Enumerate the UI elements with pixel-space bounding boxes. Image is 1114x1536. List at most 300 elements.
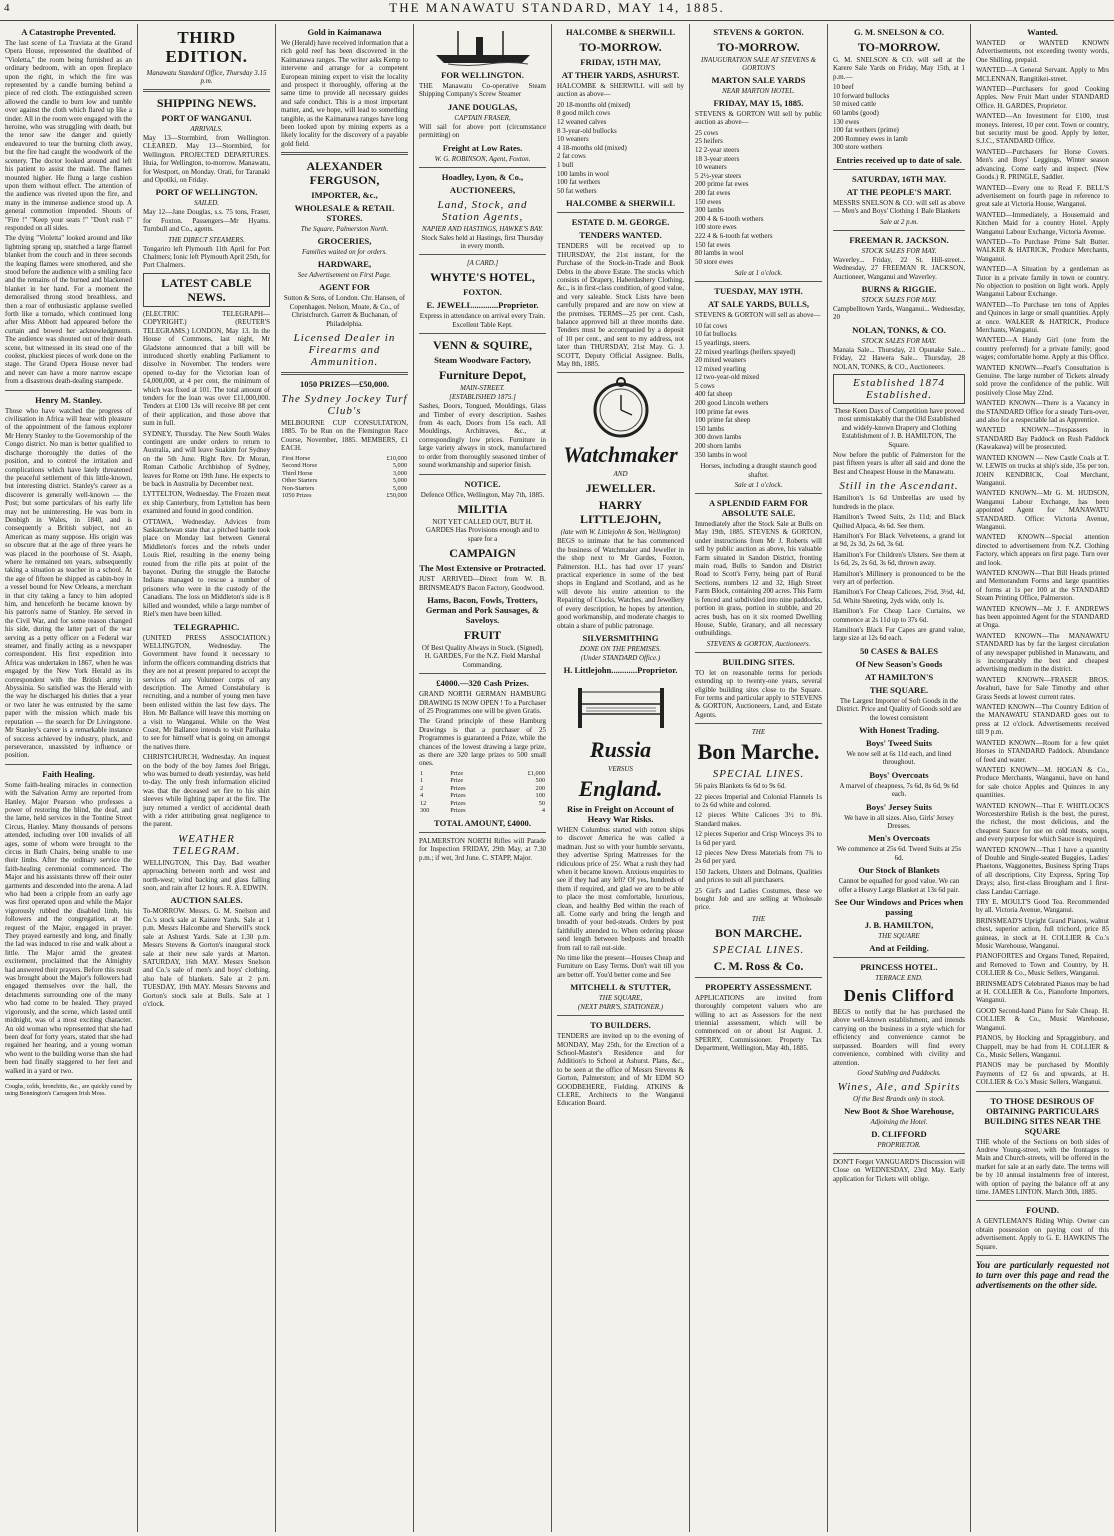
table-cell: Other Starters — [282, 477, 318, 485]
footnote: Coughs, colds, bronchitis, &c., are quickly cured by using Bonnington's Carrageen Irish Moss. — [5, 1083, 132, 1098]
wanted-item: WANTED KNOWN—There is a Vacancy in the STANDARD Office for a steady Turn-over, and also for a respectable lad as Apprentice. — [976, 399, 1109, 425]
wanted-item: WANTED—A Handy Girl (one from the country preferred) for a private family; good wages; comfortable home. Apply at this Office. — [976, 336, 1109, 362]
section-heading: SHIPPING NEWS. — [156, 96, 257, 110]
advert-paragraph: The Largest Importer of Soft Goods in the District. Price and Quality of Goods sold are the lowest consistent — [836, 696, 962, 722]
steamship-illustration — [428, 27, 538, 67]
advert-paragraph: Sashes, Doors, Tongued, Mouldings, Glass and Timber of every description. Sashes from 4s each, Doors from 15s each. All Mouldings, Architraves, &c., at correspondingly low prices. Furniture in large variety always in stock, manufactured to order from thoroughly seasoned timber of sound workmanship and superior finish. — [419, 402, 546, 470]
advert-paragraph: APPLICATIONS are invited from thoroughly competent valuers who are willing to act as Assessors for the next triennial assessment, which will be commenced on or about 1st August. J. SPERRY, Commissioner. Property Tax Department, Wellington, May 4th, 1885. — [695, 993, 822, 1053]
article-paragraph: Those who have watched the progress of civilisation in Africa will hear with pleasure of the appointment of the famous explorer Mr Henry Stanley to the Governorship of the Congo district. No man is better qualified to discharge thoroughly the duties of the position, and to control the irritation and complications which have lately threatened the peaceful settlement of this little-known, but interesting district. Stanley's career as a discoverer is generally well-known — the Post; but some particulars of his early life may not be uninteresting. He was born in Denbigh in Wales, in 1840, and is consequently a British subject, not an American as many suppose. His origin was so obscure that at the age of three years he was placed in the poorhouse of St. Asaph, where he remained ten years, subsequently taking a situation as teacher in a school. At the age of fifteen he shipped as cabin-boy in a vessel bound for New Orleans, a merchant in that city taking a fancy to him adopted him, and henceforth he became known by his patron's name of Stanley. He served in the Civil War, and for some reason changed his side, during the latter part of the war serving as a petty officer on a Federal war steamer, and finally acting as a newspaper correspondent. His first expedition into Africa was undertaken in 1867, when he was engaged by the New York Herald as its correspondent with the British army in Abyssinia. So satisfied was the Herald with the way he discharged his duties that a year or two later he was entrusted by the same paper with the mission which made his reputation — the search for Dr Livingstone. Mr Stanley's career is a remarkable instance of success achieved by industry, pluck, and perseverance, unassisted by influence or position. — [5, 406, 132, 760]
table-row — [419, 785, 546, 793]
column-3 — [276, 24, 414, 1532]
table-cell: 4 — [541, 807, 545, 815]
advert-subheading: Of New Season's Goods — [855, 658, 943, 669]
stock-list-item: 200 good Lincoln wethers — [695, 399, 769, 408]
stock-list-item: 5 cows — [695, 381, 715, 390]
stock-list-item: 20 18-months old (mixed) — [557, 100, 631, 109]
stock-list-item: 1 bull — [557, 160, 574, 169]
advert-subheading: SPECIAL LINES. — [712, 943, 805, 956]
table-cell: 50 — [538, 799, 545, 807]
stock-list-item: 300 store wethers — [833, 143, 883, 152]
advert-signature: D. CLIFFORD — [871, 1128, 927, 1139]
advert-paragraph: Of Best Quality Always in Stock. (Signed), H. GARDES, For the N.Z. Field Marshal Commanding. — [421, 643, 544, 669]
advert-address: THE SQUARE — [878, 932, 920, 941]
section-heading: TELEGRAPHIC. — [173, 621, 240, 632]
advert-subheading: TENDERS WANTED. — [579, 230, 662, 241]
advert-subheading: With Honest Trading. — [859, 725, 939, 735]
advert-subheading: The Most Extensive or Protracted. — [419, 563, 546, 574]
section-heading: LATEST CABLE NEWS. — [143, 273, 270, 307]
stock-list-item: 12 weaned calves — [557, 118, 607, 126]
wanted-item: BRINSMEAD'S Celebrated Pianos may be had at H. COLLIER & Co., Pianoforte Importers, Wanganui. — [976, 979, 1109, 1005]
stock-list-item: 80 lambs in wool — [695, 249, 744, 258]
table-cell: 5,000 — [392, 462, 407, 470]
advert-paragraph: Immediately after the Stock Sale at Bulls on May 19th, 1885. STEVENS & GORTON, under instructions from Mr J. Roberts will sell by public auction as above, his valuable Farm situated in Sandon District, fronting main road, Bulls to Sandon and District Road to Scott's Ferry, being part of Rural Sections, numbers 12 and 32, High Street Farm Block, containing 200 acres. This Farm is fenced and subdivided into nine paddocks, portion in grass, portion in stubble, and 20 acres bush, has on it six roomed Dwelling House, Stable, Granary, and all necessary outbuildings. — [695, 520, 823, 638]
divider — [976, 1200, 1109, 1201]
stock-list-item: 300 lambs — [695, 206, 724, 215]
article-paragraph: CHRISTCHURCH, Wednesday. An inquest on the body of the boy James Joel Briggs, who was burned to death yesterday, was held to-day. The only fresh information elicited was that the deceased set fire to his shirt sleeves while lighting paper at the fire. The jury returned a verdict of accidental death with a rider attributing great negligence to the parent. — [143, 753, 270, 829]
advert-signature: HALCOMBE & SHERWILL — [565, 198, 676, 209]
stock-list-item: 15 yearlings, steers. — [695, 338, 751, 347]
advert-paragraph: TENDERS are invited up to the evening of MONDAY, May 25th, for the Erection of a School-Master's Residence and for Addition's to School at Ashurst. Plans, &c., to be seen at the office of Messrs Stevens & Gorton, Palmerston; and of Mr EDM SO GOODBEHERE, Fielding. ATKINS & CLERE, Architects to the Wanganui Education Board. — [557, 1032, 684, 1108]
masthead-title: THE MANAWATU STANDARD, MAY 14, 1885. — [389, 0, 725, 15]
wanted-item: BRINSMEAD'S Upright Grand Pianos, walnut chest, superior action, full trichord, price 85 guineas, in stock at H. COLLIER & Co.'s Music Warehouse, Wanganui. — [976, 916, 1109, 951]
stock-list-item: 100 store ewes — [695, 223, 737, 232]
advert-line: THE — [751, 914, 766, 923]
advert-heading: STEVENS & GORTON. — [713, 27, 804, 37]
divider — [419, 167, 546, 168]
advert-signature: W. G. ROBINSON, Agent, Foxton. — [434, 154, 531, 163]
advert-subheading: STOCK SALES FOR MAY. — [861, 336, 937, 345]
table-row — [419, 777, 546, 785]
sub-heading: THE DIRECT STEAMERS. — [168, 235, 245, 244]
stock-list-item: 200 Romney ewes in lamb — [833, 134, 908, 143]
advert-paragraph: Campbelltown Yards, Wanganui... Wednesday, 20 — [833, 305, 965, 322]
wanted-item: WANTED KNOWN—FRASER BROS. Awahuri, have for Sale Timothy and other Grass Seeds at lowest current rates. — [976, 675, 1109, 701]
advert-subheading: SPECIAL LINES. — [712, 768, 805, 781]
advert-paragraph: THE whole of the Sections on both sides of Andrew Young-street, with the frontages to Main and Church-streets, will be offered in the market for sale at an early date. The terms will be by 10 annual instalments free of interest, with option of paying the balance off at any time. JAMES LINTON. March 30th, 1885. — [976, 1137, 1109, 1196]
advert-heading: FOUND. — [1026, 1205, 1059, 1216]
divider — [419, 832, 546, 833]
advert-subheading: AT HAMILTON'S — [864, 671, 934, 682]
stock-list-item: 200 fat ewes — [695, 188, 731, 197]
advert-line: [ESTABLISHED 1875.] — [449, 393, 516, 402]
advert-subheading: Still in the Ascendant. — [839, 480, 959, 493]
advert-total: TOTAL AMOUNT, £4000. — [434, 817, 531, 828]
advert-heading: MITCHELL & STUTTER, — [570, 982, 671, 993]
table-cell: £50,000 — [386, 492, 407, 500]
table-cell: Second Horse — [282, 462, 318, 470]
wanted-item: GOOD Second-hand Piano for Sale Cheap. H. COLLIER & Co., Music Warehouse, Wanganui. — [976, 1006, 1109, 1032]
wanted-item: TRY E. MOULT'S Good Tea. Recommended by all. Victoria Avenue, Wanganui. — [976, 898, 1109, 915]
advert-date: FRIDAY, MAY 15, 1885. — [713, 98, 804, 108]
goods-list-item: 12 pieces New Dress Materials from 7¾ to 2s 6d per yard. — [695, 849, 822, 866]
stock-list-item: 100 fat wethers — [557, 178, 601, 187]
divider — [419, 254, 546, 255]
hamilton-item: Hamilton's Tweed Suits, 2s 11d; and Black Quilted Alpaca, 4s 6d. See them. — [833, 513, 965, 530]
article-paragraph: The last scene of La Traviata at the Grand Opera House, represented the deathbed of "Violetta," the room being furnished as an ordinary bedroom, with an open fireplace upon the right, in which the fire was represented by a candle burning behind a piece of red cloth. The extinguished screen allowed the candle to burn low and tumble over against the cloth which flared up like a tinder. All in the room were engaged with the heroine, who was struggling with death, but the tenor saw the danger and quietly endeavored to tear the burning cloth away, but the fire had caught the woodwork of the scenery. The doctor looked around and left his patient to assist the maid. The flames mounted higher. He flung a large cushion upon them without effect. The attention of the audience was riveted upon the fire, and many in the immense audience stood up. A general commotion impended. Shouts of "Fire !" "Keep your seats !" "Don't rush !" responded on all sides. — [5, 39, 132, 232]
table-cell: 5,000 — [392, 484, 407, 492]
advert-heading: NOTICE. — [464, 478, 501, 489]
stock-list-item: 150 fat ewes — [695, 240, 731, 249]
wanted-item: WANTED KNOWN—Room for a few quiet Horses in STANDARD Paddock. Abundance of feed and water. — [976, 738, 1109, 764]
divider — [143, 89, 270, 92]
advert-heading: CAMPAIGN — [449, 546, 516, 561]
advert-line: Licensed Dealer in Firearms and Ammunition. — [293, 331, 396, 368]
advert-address: THE SQUARE, — [598, 994, 643, 1003]
sub-heading: ARRIVALS. — [190, 125, 223, 133]
advert-address: NAPIER AND HASTINGS, HAWKE'S BAY. — [421, 224, 544, 233]
advert-heading: ALEXANDER FERGUSON, — [306, 159, 383, 188]
advert-heading: BUILDING SITES. — [722, 656, 795, 667]
stock-list-item: 350 lambs in wool — [695, 450, 747, 459]
stock-list-item: 10 fat bullocks — [695, 330, 737, 339]
advert-heading: FRUIT — [463, 627, 502, 642]
column-5 — [552, 24, 690, 1532]
advert-paragraph: WHEN Columbus started with rotten ships to discover America he was called a madman. Just so with your humble servants, they advertise Spring Mattresses for the ridiculous price of 25/. What a rush they had when it became known. Anxious enquiries to see if they had any left? Of yes, hundreds of them if required, and glad we are to be able to place the most comfortable, luxurious, clean, and healthy Bed within the reach of all. Come early and bring the length and breadth of your bed-steads. Orders by post faithfully attended to. When ordering please send length between bedposts and breadth from rail to rail out-side. — [557, 825, 684, 952]
wanted-item: WANTED—A Situation by a gentleman as Tutor in a private family in town or country. No objection to position on light work. Apply Wanganui Labour Exchange. — [976, 265, 1109, 299]
advert-heading: PRINCESS HOTEL. — [860, 962, 938, 973]
advert-paragraph: JUST ARRIVED—Direct from W. B. BRINSMEAD'S Bacon Factory, Goodwood. — [419, 575, 546, 592]
advert-line: Sutton & Sons, of London. Chr. Hansen, of Copenhagen. Nelson, Moate, & Co., of Christchurch. Garrett & Buchanan, of Philadelphia. — [283, 294, 406, 328]
wanted-item: WANTED KNOWN—That Bill Heads printed and Memorandum Forms and large quantities of forms at 1s per 100 at the STANDARD Steam Printing Office, Palmerston. — [976, 568, 1109, 603]
advert-heading: TO THOSE DESIROUS OF OBTAINING PARTICULARS BUILDING SITES NEAR THE SQUARE — [984, 1095, 1101, 1136]
port-heading: PORT OF WANGANUI. — [161, 113, 252, 123]
advert-paragraph: BEGS to notify that he has purchased the above well-known establishment, and intends carrying on the business in a style which for efficiency and convenience cannot be surpassed. Boarders will find every convenience, combined with civility and attention. — [833, 1008, 965, 1067]
article-heading: Gold in Kaimanawa — [307, 27, 382, 37]
advert-heading: Hoadley, Lyon, & Co., — [441, 171, 524, 182]
advert-location: AT THEIR YARDS, ASHURST. — [561, 70, 680, 80]
advert-paragraph: STEVENS & GORTON Will sell by public auction as above— — [695, 110, 822, 127]
column-2 — [138, 24, 276, 1532]
advert-subheading: IMPORTER, &c., — [311, 190, 378, 201]
advert-line: See Advertisement on First Page. — [297, 271, 392, 280]
advert-line: A marvel of cheapness, 7s 6d, 8s 6d, 9s 6d each. — [839, 781, 959, 799]
stock-list-item: 5 2½-year steers — [695, 171, 742, 180]
table-cell: 100 — [535, 792, 545, 800]
stock-list-item: 60 lambs (good) — [833, 109, 879, 117]
prize-table — [281, 455, 408, 500]
stock-list-item: 300 down lambs — [695, 433, 742, 442]
stock-list-item: 10 weaners — [557, 135, 589, 144]
advert-heading: ESTATE D. M. GEORGE. — [571, 217, 670, 228]
article-paragraph: LYTTELTON, Wednesday. The Frozen meat ex ship Canterbury, from Lyttelton has been examined and found in good condition. — [143, 490, 270, 516]
advert-heading: TO-MORROW. — [717, 40, 800, 54]
article-paragraph: The dying "Violetta" looked around and like lightning sprang up, snatched a large flannel blanket from the couch and in three seconds the leaping flames were smothered, and she stood before the audience with a smiling face and the remains of the burned and blackened blanket in her hand. For a moment the demoralised throng stood breathless, and then a roar of enthusiastic applause swelled forth like a tornado, which continued long after Miss Abbott had appeared before the curtain and bowed her acknowledgments. The audience was shouted out of their death scene, but witnessed in its stead one of the coolest, pluckiest pieces of work done on the stage. The Grand Opera House never had and never can have a more narrow escape from a disastrous death-dealing stampede. — [5, 234, 132, 386]
advert-paragraph: Will sail for above port (circumstance permitting) on — [419, 122, 546, 140]
advert-paragraph: STEVENS & GORTON will sell as above— — [695, 311, 821, 320]
edition-heading: THIRD EDITION. — [165, 28, 248, 66]
stock-list-item: 50 mixed cattle — [833, 100, 877, 109]
advert-date: FRIDAY, 15TH MAY, — [580, 57, 661, 67]
wanted-item: WANTED—Every one to Read F. BELL'S advertisement on fourth page in reference to great sale at Victoria House, Wanganui. — [976, 183, 1109, 209]
advert-line: THE — [751, 728, 766, 737]
table-cell: First Horse — [282, 454, 311, 462]
advert-subheading: Boys' Jersey Suits — [866, 801, 932, 812]
table-cell: 5,000 — [392, 477, 407, 485]
advert-paragraph: Express in attendance on arrival every Train. Excellent Table Kept. — [419, 312, 546, 329]
article-paragraph: Some faith-healing miracles in connection with the Salvation Army are reported from Hanley. Major Pearson who professes a power of restoring the blind, the deaf, and the lame, held services in the Tontine Street Circus, Hanley. Many thousands of persons attended, including over 100 invalids of all ages, some of whom were brought to the circus in Bath Chairs, being unable to use their limbs. After the ordinary service the faith-healing ceremonial commenced. The Major and his assistants threw off their outer garments and descended into the arena. A lad who had been a cripple from an early age was first operated upon and while the Major vigorously rubbed the disabled limb, his followers and the congregation, at the request of the Major, engaged in prayer. They prayed earnestly and long, and finally the lad was induced to rise and walk about a little. The Major amid the greatest excitement, proclaimed that the Almighty had answered their prayers. Before this result was brought about the Major's followers had engaged themselves over the hall, the detachments surrounding one of the many who had come to be healed. They prayed vigorously, and the scene, which lasted until midnight, was of a most exciting character. An old woman who represented that she had been deaf for forty years, stated that she had regained her hearing, and a young woman who went to the building worse than she had been had finally staggered to her feet and walked in a yard or two. — [5, 780, 132, 1075]
sub-heading: SAILED. — [193, 199, 220, 208]
advert-paragraph: A GENTLEMAN'S Riding Whip. Owner can obtain possession on paying cost of this advertisement. Apply to G. E. HAWKINS The Square. — [976, 1217, 1109, 1251]
stock-list-item: 50 fat wethers — [557, 186, 597, 195]
advert-paragraph: MELBOURNE CUP CONSULTATION, 1885. To be Run on the Flemington Race Course, November, 1885. MEMBERS, £1 EACH. — [281, 418, 408, 453]
advert-subheading: Land, Stock, and Station Agents, — [437, 198, 528, 223]
advert-paragraph: PALMERSTON NORTH Rifles will Parade for Inspection FRIDAY, 29th May, at 7.30 p.m.; if wet, 3rd June. C. STAPP, Major. — [419, 836, 546, 862]
table-row — [419, 770, 546, 778]
table-cell: 3,000 — [392, 469, 407, 477]
section-heading: WEATHER TELEGRAM. — [172, 832, 241, 857]
advert-paragraph: No time like the present—Houses Cheap and Furniture on Easy Terms. Don't wait till you are better off. You'd better come and See — [557, 954, 684, 979]
wanted-item: WANTED—An Investment for £100, trust moneys. Interest, 10 per cent. Town or country, but security must be good. Apply by letter, S.J.C., STANDARD Office. — [976, 112, 1109, 146]
wanted-item: WANTED KNOWN—Special attention directed to advertisement from N.Z. Clothing Factory, which appears on first page. Turn over and look. — [976, 533, 1109, 567]
advert-subheading: Boys' Overcoats — [869, 769, 929, 780]
divider — [557, 372, 684, 373]
stock-list-item: 8 3-year-old bullocks — [557, 126, 617, 135]
divider — [281, 372, 408, 375]
stock-list-item: 22 mixed yearlings (heifers spayed) — [695, 347, 796, 356]
wanted-item: PIANOFORTES and Organs Tuned, Repaired, and Removed to Town and Country, by H. COLLIER & Co., Music Sellers, Wanganui. — [976, 952, 1109, 978]
stock-list-item: 25 heifers — [695, 137, 723, 146]
stock-list-item: 130 ewes — [833, 117, 860, 126]
advert-line: Sale at 1 o'clock. — [734, 269, 783, 278]
advert-subheading: STOCK SALES FOR MAY. — [861, 246, 937, 255]
advert-subheading: Hams, Bacon, Fowls, Trotters, German and Pork Sausages, & Saveloys. — [425, 594, 540, 625]
wanted-item: WANTED or WANTED KNOWN Advertisements, not exceeding twenty words, One Shilling, prepaid. — [976, 39, 1109, 64]
advert-heading: BON MARCHE. — [715, 925, 802, 940]
advert-line: Adjoining the Hotel. — [870, 1117, 928, 1126]
advert-line: We have in all sizes. Also, Girls' Jersey Dresses. — [844, 813, 954, 831]
stock-list-item: 100 lambs in wool — [557, 169, 609, 178]
stock-list — [833, 83, 965, 152]
advert-line: Entries received up to date of sale. — [836, 154, 962, 165]
section-heading: AUCTION SALES. — [170, 895, 243, 906]
wanted-list — [976, 39, 1109, 1087]
wanted-item: WANTED—To Purchase ten tons of Apples and Quinces in large or small quantities. Apply at once. WALKER & HATRICK, Produce Merchants, Wanganui. — [976, 300, 1109, 334]
table-row — [281, 492, 408, 500]
advert-subheading: Steam Woodware Factory, — [434, 355, 531, 366]
table-cell: 1 — [420, 769, 424, 777]
stock-list-item: 4 18-months old (mixed) — [557, 143, 627, 152]
advert-heading: 1050 PRIZES—£50,000. — [299, 378, 390, 389]
column-4 — [414, 24, 552, 1532]
wanted-item: WANTED—Immediately, a Housemaid and Kitchen Maid for a country Hotel. Apply Wanganui Labour Exchange, Victoria Avenue. — [976, 210, 1109, 236]
column-1 — [0, 24, 138, 1532]
wanted-item: WANTED—To Purchase Prime Salt Butter. WALKER & HATRICK, Produce Merchants, Wanganui. — [976, 237, 1109, 263]
stock-list — [557, 101, 684, 196]
advert-heading: Bon Marche. — [697, 739, 820, 765]
stock-list-item: 200 prime fat ewes — [695, 180, 749, 189]
advert-subheading: THE SQUARE. — [869, 684, 929, 695]
advert-paragraph: TO let on reasonable terms for periods extending up to twenty-one years, several eligible building sites close to the Square. For terms and particular apply to STEVENS & GORTON, Auctioneers, Land, and Estate Agents. — [695, 668, 822, 719]
divider — [5, 390, 132, 391]
advert-subheading: Wines, Ale, and Spirits — [837, 1080, 961, 1093]
table-cell: Third Horse — [282, 469, 313, 477]
table-cell: £1,000 — [527, 769, 545, 777]
advert-line: Sale at 2 p.m. — [879, 217, 919, 226]
column-7 — [828, 24, 971, 1532]
wanted-item: WANTED KNOWN—Mr G. M. HUDSON, Wanganui Labour Exchange, has been appointed Agent for MANAWATU STANDARD. Office: Victoria Avenue, Wanganui. — [976, 489, 1109, 531]
closing-notice: You are particularly requested not to turn over this page and read the advertisements on the other side. — [976, 1260, 1109, 1290]
advert-subheading: See Our Windows and Prices when passing — [834, 897, 964, 918]
table-cell: 4 — [420, 792, 424, 800]
advert-paragraph: Manaia Sale... Thursday, 21 Opunake Sale... Friday, 22 Hawera Sale... Thursday, 28 NOLAN, TONKS, & CO., Auctioneers. — [833, 345, 965, 371]
advert-paragraph: Now before the public of Palmerston for the past fifteen years is after all said and done the Best and Cheapest House in the Manawatu. — [833, 451, 965, 476]
advert-subheading: And at Feilding. — [869, 943, 929, 954]
hamilton-item: Hamilton's For Cheap Calicoes, 2½d, 3½d, 4d, 5d. White Sheeting, 2yds wide, only 1s. — [833, 588, 965, 605]
table-row — [419, 807, 546, 815]
divider — [5, 764, 132, 765]
advert-subheading: MARTON SALE YARDS — [711, 75, 806, 85]
advert-line: (NEXT PARR'S, STATIONER.) — [577, 1003, 664, 1012]
table-cell: 1050 Prizes — [282, 492, 312, 500]
advert-subheading: AUCTIONEERS, — [449, 184, 516, 195]
wanted-item: WANTED KNOWN—Trespassers in STANDARD Bay Paddock on Rush Paddock (Kawakawa) will be prosecuted. — [976, 426, 1109, 452]
divider — [557, 212, 684, 213]
article-paragraph: OTTAWA, Wednesday. Advices from Saskatchewan state that a pitched battle took place on Monday last between General Middleton's forces and the rebels under Louis Riel, resulting in the enemy being routed from the rifle pits at point of the bayonet. During the struggle the Batoche Indians managed to rescue a number of prisoners who were in the custody of the Canadians. The loss on Middleton's side is 8 killed and wounded, while a large number of Riel's men have been killed. — [143, 517, 270, 619]
advert-heading: JEWELLER. — [585, 481, 656, 496]
advert-heading: G. M. SNELSON & CO. — [853, 27, 944, 37]
advert-heading: TO-MORROW. — [579, 40, 662, 54]
divider — [557, 1015, 684, 1016]
divider — [419, 673, 546, 674]
wanted-item: WANTED KNOWN—Mr J. F. ANDREWS has been appointed Agent for the STANDARD at Onga. — [976, 604, 1109, 630]
advert-subheading: SILVERSMITHING — [582, 632, 659, 643]
table-cell: 1 — [420, 777, 424, 785]
article-heading: Henry M. Stanley. — [35, 394, 102, 405]
advert-paragraph: GRAND NORTH GERMAN HAMBURG DRAWING IS NOW OPEN ! To a Purchaser of 25 Programmes one will be given Gratis. — [419, 690, 546, 715]
advert-paragraph: Stock Sales held at Hastings, first Thursday in every month. — [421, 233, 544, 251]
advert-subheading: AGENT FOR — [319, 282, 370, 293]
advert-subheading: New Boot & Shoe Warehouse, — [844, 1105, 954, 1116]
stock-list-item: 12 mixed yearling — [695, 364, 746, 373]
divider — [976, 1255, 1109, 1256]
advert-subheading: The Sydney Jockey Turf Club's — [281, 392, 408, 417]
advert-heading: Watchmaker — [563, 442, 678, 468]
advert-signature: H. Littlejohn............Proprietor. — [563, 664, 678, 675]
wanted-item: WANTED KNOWN—The MANAWATU STANDARD has by far the largest circulation of any newspaper published in Manawatu, and is incomparably the best and cheapest advertising medium in the district. — [976, 631, 1109, 674]
table-cell: Non-Starters — [282, 484, 315, 492]
divider — [5, 1079, 132, 1080]
advert-heading: VENN & SQUIRE, — [432, 338, 532, 353]
article-paragraph: Tongariro left Plymouth 11th April for Port Chalmers; Ionic left Plymouth April 25th, for Port Chalmers. — [143, 244, 270, 270]
advert-heading: HARRY LITTLEJOHN, — [579, 498, 662, 527]
stock-list-item: 100 fat wethers (prime) — [833, 126, 899, 135]
stock-list — [695, 129, 822, 267]
goods-list — [695, 782, 822, 912]
advert-location: AT SALE YARDS, BULLS, — [707, 299, 809, 310]
wanted-item: WANTED KNOWN—The Country Edition of the MANAWATU STANDARD goes out to press at 12 o'clock. Advertisements received till 9 p.m. — [976, 703, 1109, 737]
advert-heading: TO BUILDERS. — [590, 1020, 651, 1031]
article-paragraph: May 12—Jane Douglas, s.s. 75 tons, Fraser, for Foxton. Passengers—Mr Hyams. Turnbull and Co., agents. — [143, 208, 270, 234]
wanted-item: PIANOS, by Hocking and Spragginbury, and Chappell, may be had from H. COLLIER & Co., Music Sellers, Wanganui. — [976, 1034, 1109, 1059]
stock-list-item: 12 2-year steers — [695, 146, 740, 154]
advert-heading: A SPLENDID FARM FOR ABSOLUTE SALE. — [709, 498, 808, 519]
wanted-item: WANTED—Purchasers for Horse Covers. Men's and Boys' Leggings, Winter season advancing. Come early and inspect. (New Goods.) R. PRINGLE, Saddler. — [976, 147, 1109, 182]
divider — [976, 1091, 1109, 1092]
advert-line: Good Stabling and Paddocks. — [857, 1068, 941, 1077]
advert-signature: J. B. HAMILTON, — [864, 920, 934, 931]
advert-line: Sale at 1 o'clock. — [734, 481, 783, 490]
wanted-item: WANTED KNOWN—M. HOGAN & Co., Produce Merchants, Wanganui, have on hand for sale choice Apples and Quinces in any quantities. — [976, 765, 1109, 800]
divider — [833, 169, 965, 170]
advert-subheading: Furniture Depot, — [438, 368, 527, 383]
table-row — [419, 792, 546, 800]
advert-paragraph: The Grand principle of these Hamburg Drawings is that a purchaser of 25 Programmes is guaranteed a Prize, while the chances of the lowest drawing a large prize, as there are 320 large prizes to 500 small ones. — [419, 717, 546, 768]
advert-subheading: FOXTON. — [463, 287, 502, 298]
advert-line: (Under STANDARD Office.) — [580, 653, 661, 662]
table-row — [281, 477, 408, 485]
table-cell: 12 — [420, 799, 427, 807]
goods-list-item: 12 pieces Superior and Crisp Winceys 3¼ to 1s 6d per yard. — [695, 830, 822, 847]
advert-subheading: Rise in Freight on Account of Heavy War Risks. — [566, 803, 675, 824]
advert-address: TERRACE END. — [875, 974, 923, 983]
goods-list-item: 12 pieces White Calicoes 3½ to 8¾. Standard makes. — [695, 811, 822, 828]
column-8 — [971, 24, 1114, 1532]
advert-subheading: STOCK SALES FOR MAY. — [861, 296, 937, 304]
hamilton-item: Hamilton's For Cheap Lace Curtains, we commence at 2s 11d up to 37s 6d. — [833, 607, 965, 624]
advert-heading: FOR WELLINGTON. — [441, 70, 524, 80]
divider — [833, 957, 965, 958]
advert-date: SATURDAY, 16TH MAY. — [851, 173, 947, 184]
prize-table — [419, 770, 546, 815]
advert-paragraph: HALCOMBE & SHERWILL will sell by auction as above— — [557, 82, 684, 99]
table-cell: Prizes — [450, 784, 466, 792]
section-heading: Wanted. — [1027, 27, 1058, 37]
stock-list-item: 100 prime fat sheep — [695, 416, 751, 425]
table-cell: £10,000 — [386, 454, 407, 462]
advert-line: Horses, including a draught staunch good shafter. — [700, 462, 817, 479]
table-row — [281, 485, 408, 493]
advert-line: (late with W. Littlejohn & Son, Wellington) — [560, 528, 681, 537]
table-cell: Prizes — [450, 799, 466, 807]
table-cell: 2 — [420, 784, 424, 792]
advert-line: NEAR MARTON HOTEL. — [722, 87, 795, 95]
advert-subheading: Men's Overcoats — [868, 833, 930, 844]
advert-heading: £4000.—320 Cash Prizes. — [436, 678, 529, 689]
advert-paragraph: THE Manawatu Co-operative Steam Shipping Company's Screw Steamer — [419, 82, 546, 99]
hamilton-item: Hamilton's For Children's Ulsters. See them at 1s 6d, 2s, 2s 6d, 3s 6d, thrown away. — [833, 550, 965, 568]
advert-subheading: GROCERIES, — [317, 236, 372, 247]
advert-paragraph: BEGS to intimate that he has commenced the business of Watchmaker and Jeweller in the shop next to Mr Gardes, Foxton, Palmerston. H.L. has had over 17 years' practical experience in some of the best shops in England and Scotland, and as he will devote his entire attention to the Repairing of Clocks, Watches, and Jewellery of every description, he hopes by attention, good workmanship, and moderate charges to obtain a share of public patronage. — [557, 537, 684, 630]
article-heading: A Catastrophe Prevented. — [21, 27, 116, 37]
table-row — [419, 800, 546, 808]
advert-heading: NOLAN, TONKS, & CO. — [852, 324, 946, 335]
advert-heading: FREEMAN R. JACKSON. — [849, 234, 949, 245]
edition-subline: Manawatu Standard Office, Thursday 3.15 p.m. — [146, 69, 267, 85]
wanted-item: WANTED—Purchasers for good Cooking Apples. New Fruit Mart under STANDARD Office. H. GARDES, Proprietor. — [976, 85, 1109, 110]
advert-paragraph: NOT YET CALLED OUT, BUT H. GARDES Has Provisions enough and to spare for a — [425, 517, 540, 543]
goods-list-item: 22 pieces Imperial and Colonial Flannels 1s to 2s 6d white and colored. — [695, 792, 822, 809]
advert-signature: STEVENS & GORTON, Auctioneers. — [706, 639, 811, 648]
advert-heading: England. — [578, 775, 663, 801]
table-row — [281, 455, 408, 463]
divider — [419, 333, 546, 334]
table-cell: 500 — [535, 777, 545, 785]
masthead — [0, 0, 1114, 21]
divider — [695, 281, 822, 282]
advert-address: The Square, Palmerston North. — [300, 225, 389, 234]
stock-list-item: 150 lambs — [695, 424, 724, 433]
article-paragraph: May 13—Stormbird, from Wellington. CLEARED. May 13—Stormbird, for Wellington. PROJECTED DEPARTURES. Huia, for Wellington, to-morrow. Manawatu, for Westport, on Monday. Orati, for Taranaki and Opotiki, on Friday. — [143, 134, 270, 185]
table-cell: 200 — [535, 784, 545, 792]
stock-list-item: 10 weaners — [695, 163, 727, 172]
advert-line: Cannot be equalled for good value. We can offer a Heavy Large Blanket at 13s 6d pair. — [838, 877, 960, 894]
advert-line: AND — [613, 470, 628, 479]
table-cell: Prize — [450, 777, 464, 785]
article-paragraph: WELLINGTON, This Day. Bad weather approaching between north and west and north-west; wind backing and glass falling soon, and rain after 12 hours. R. A. EDWIN. — [143, 858, 270, 893]
goods-list-item: 150 Jackets, Ulsters and Dolmans, Qualities and prices to suit all purchasers. — [695, 867, 822, 885]
wanted-item: PIANOS may be purchased by Monthly Payments of £2 6s and upwards, at H. COLLIER & Co.'s Music Sellers, Wanganui. — [976, 1061, 1109, 1087]
